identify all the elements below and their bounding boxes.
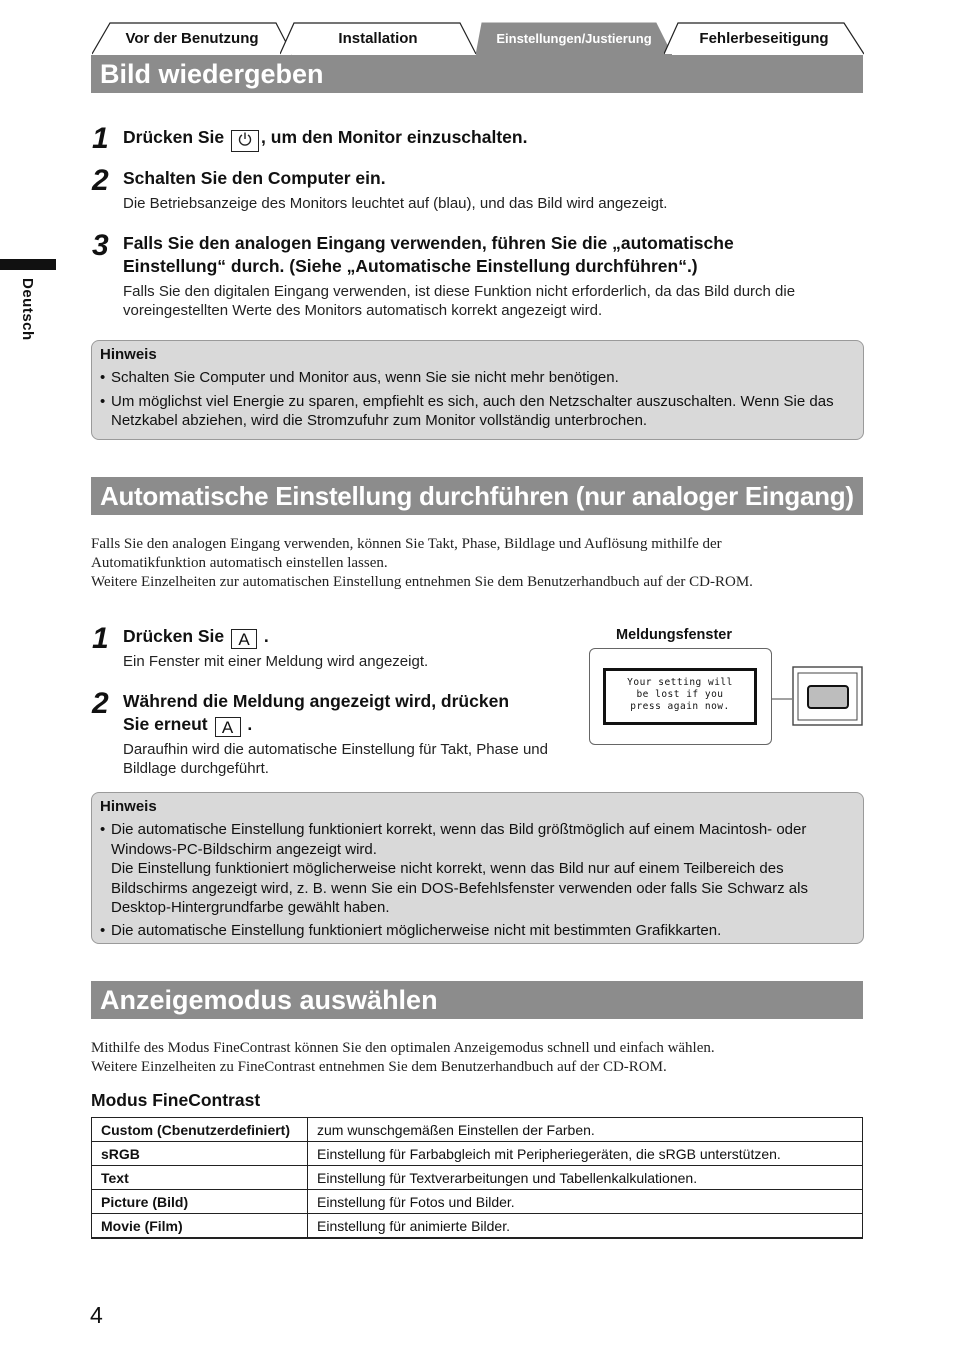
step-number: 1 [92,622,109,655]
table-row [92,1214,863,1239]
step-description: Ein Fenster mit einer Meldung wird angezeigt. [123,653,429,670]
note-text: Bildschirms angezeigt wird, z. B. wenn Sie ein DOS-Befehlsfenster verwenden oder falls Sie Schwarz als [111,879,808,897]
intro-line: Falls Sie den analogen Eingang verwenden, können Sie Takt, Phase, Bildlage und Auflösung mithilfe der [91,536,722,552]
section-title-anzeigemodus [91,981,863,1019]
note-box [91,792,864,944]
step-text: Drücken Sie [123,626,225,646]
intro-line: Automatikfunktion automatisch einstellen lassen. [91,555,388,571]
step-title [123,625,269,649]
figure-caption: Meldungsfenster [616,627,733,643]
note-text: Windows-PC-Bildschirm angezeigt wird. [111,840,377,858]
power-icon [231,130,259,152]
table-row [92,1142,863,1166]
step-title-line: Falls Sie den analogen Eingang verwenden, führen Sie die „automatische [123,233,734,253]
section-title-bild-wiedergeben [91,55,863,93]
step-description-line: Falls Sie den digitalen Eingang verwenden, ist diese Funktion nicht erforderlich, da das Bild durch die [123,283,796,300]
step-number: 2 [92,164,109,197]
note-title: Hinweis [100,346,157,363]
chapter-tabs [92,22,864,56]
step-description-line: Bildlage durchgeführt. [123,760,269,777]
tab-fehlerbeseitigung[interactable] [664,22,864,54]
step-number: 1 [92,122,109,155]
step-text: Drücken Sie [123,127,225,147]
step-title-line: Während die Meldung angezeigt wird, drücken [123,691,510,711]
step-text: . [247,714,253,734]
note-title: Hinweis [100,798,157,815]
auto-adjust-key-icon: A [215,717,241,737]
note-box [91,340,864,440]
page-number: 4 [90,1302,103,1328]
step-title: Schalten Sie den Computer ein. [123,168,386,188]
note-text: Die automatische Einstellung funktioniert korrekt, wenn das Bild größtmöglich auf einem Macintosh- oder [111,821,807,838]
tab-vor-der-benutzung[interactable] [92,22,292,54]
message-text: Your setting will [627,677,733,688]
note-text: Desktop-Hintergrundfarbe gewählt haben. [111,899,390,916]
intro-line: Weitere Einzelheiten zu FineContrast entnehmen Sie dem Benutzerhandbuch auf der CD-ROM. [91,1059,667,1075]
table-row [92,1118,863,1142]
tab-label: Installation [338,29,418,47]
language-marker-bar [0,259,56,270]
note-text: Schalten Sie Computer und Monitor aus, wenn Sie sie nicht mehr benötigen. [111,369,619,386]
tab-installation[interactable] [280,22,476,54]
tab-label: Fehlerbeseitigung [699,29,829,47]
step-description: Die Betriebsanzeige des Monitors leuchtet auf (blau), und das Bild wird angezeigt. [123,195,668,212]
step-title-line [123,713,252,737]
mode-description: Einstellung für Textverarbeitungen und Tabellenkalkulationen. [308,1166,863,1190]
step-description-line: Daraufhin wird die automatische Einstellung für Takt, Phase und [123,741,548,758]
note-item: • Die automatische Einstellung funktioniert korrekt, wenn das Bild größtmöglich auf einem Macintosh- oder Windows-PC-Bildschirm angezeigt wird. Die Einstellung funktioniert möglicherweise nicht korrekt, wenn das Bild nur auf einem Teilbereich des Bildschirms angezeigt wird, z. B. wenn Sie ein DOS-Befehlsfenster verwenden oder falls Sie Schwarz als Desktop-Hintergrundfarbe gewählt haben. [100,820,855,918]
language-label: Deutsch [19,278,36,341]
table-row [92,1190,863,1214]
intro-line: Mithilfe des Modus FineContrast können Sie den optimalen Anzeigemodus schnell und einfach wählen. [91,1040,715,1056]
section-title-text: Automatische Einstellung durchführen (nur analoger Eingang) [100,480,854,511]
mode-name: sRGB [92,1142,308,1166]
message-text: press again now. [630,701,730,712]
finecontrast-mode-table [91,1117,863,1239]
mode-description: Einstellung für animierte Bilder. [308,1214,863,1239]
mode-description: zum wunschgemäßen Einstellen der Farben. [308,1118,863,1142]
note-text: Die automatische Einstellung funktioniert möglicherweise nicht mit bestimmten Grafikkarten. [111,921,722,939]
step-description-line: voreingestellten Werte des Monitors automatisch korrekt angezeigt wird. [123,302,603,319]
step-number: 2 [92,687,109,720]
table-row [92,1166,863,1190]
tab-einstellungen-justierung[interactable] [476,22,672,54]
mode-name: Text [92,1166,308,1190]
mode-description: Einstellung für Farbabgleich mit Peripheriegeräten, die sRGB unterstützen. [308,1142,863,1166]
tab-label: Einstellungen/Justierung [496,30,652,46]
mode-name: Custom (Cbenutzerdefiniert) [92,1118,308,1142]
step-title [123,126,527,152]
section-title-text: Bild wiedergeben [100,58,324,89]
mode-description: Einstellung für Fotos und Bilder. [308,1190,863,1214]
message-window [603,668,757,725]
note-text: Die Einstellung funktioniert möglicherweise nicht korrekt, wenn das Bild nur auf einem Teilbereich des [111,860,784,877]
message-text: be lost if you [636,689,724,700]
mode-name: Movie (Film) [92,1214,308,1239]
step-text: , um den Monitor einzuschalten. [261,127,528,147]
monitor-illustration [770,660,864,730]
section-title-text: Anzeigemodus auswählen [100,984,438,1015]
step-text: . [263,626,269,646]
subsection-title: Modus FineContrast [91,1090,261,1110]
note-item: • Die automatische Einstellung funktioniert möglicherweise nicht mit bestimmten Grafikkarten. [100,921,722,939]
intro-line: Weitere Einzelheiten zur automatischen Einstellung entnehmen Sie dem Benutzerhandbuch auf der CD-ROM. [91,574,753,590]
mode-name: Picture (Bild) [92,1190,308,1214]
note-item: • Um möglichst viel Energie zu sparen, empfiehlt es sich, auch den Netzschalter auszuschalten. Wenn Sie das Netzkabel abziehen, wird die Stromzufuhr zum Monitor vollständig unterbrochen. [100,392,834,429]
message-window-frame [589,648,772,745]
note-item: • Schalten Sie Computer und Monitor aus, wenn Sie sie nicht mehr benötigen. [100,369,619,386]
step-text: Sie erneut [123,714,208,734]
tab-label: Vor der Benutzung [125,29,259,47]
auto-adjust-key-icon: A [231,629,257,649]
step-number: 3 [92,229,109,262]
section-title-automatische-einstellung [91,477,863,515]
step-title-line: Einstellung“ durch. (Siehe „Automatische Einstellung durchführen“.) [123,256,698,276]
note-text: Um möglichst viel Energie zu sparen, empfiehlt es sich, auch den Netzschalter auszuschalten. Wenn Sie das Netzkabel abziehen, wird die Stromzufuhr zum Monitor vollständig unterbrochen. [111,392,834,429]
